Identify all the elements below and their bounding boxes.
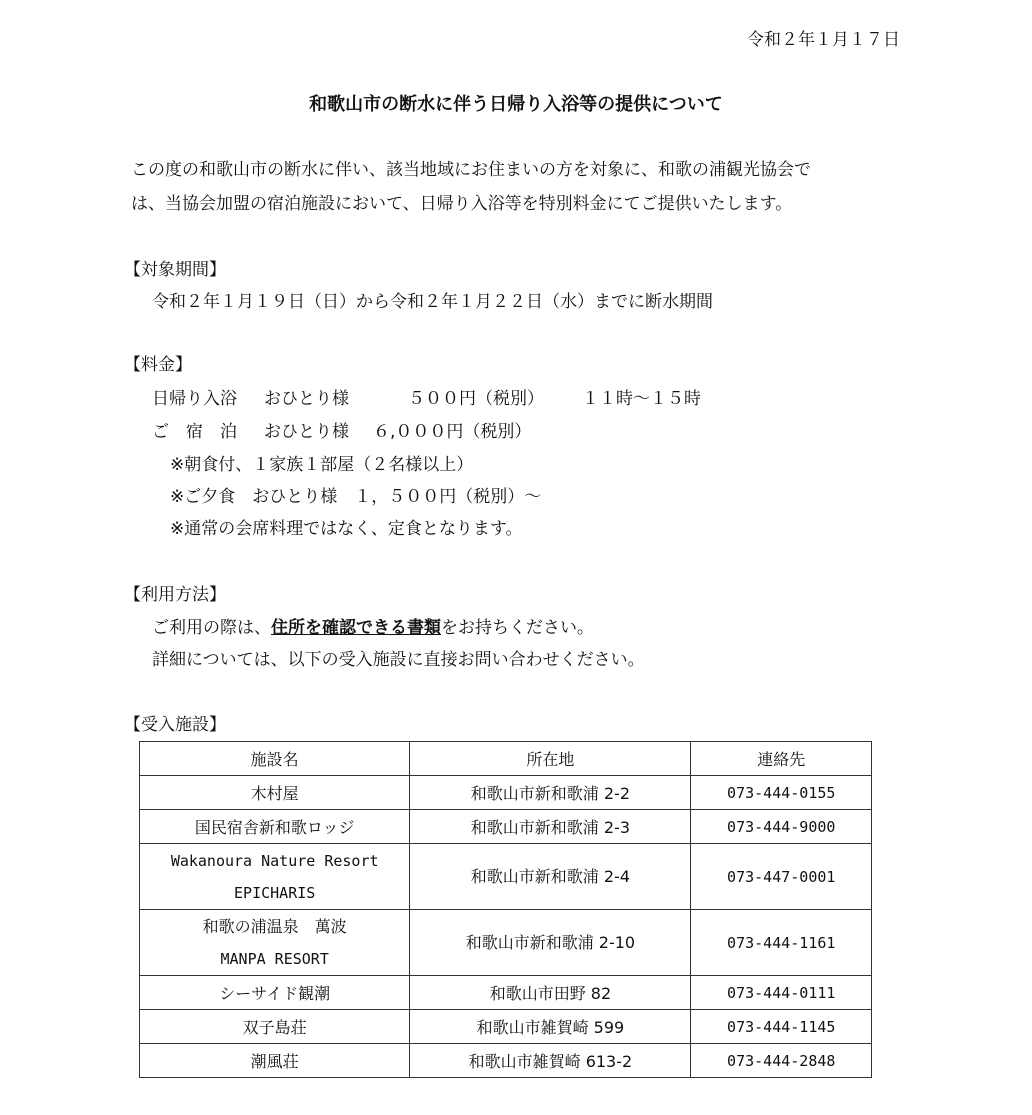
fee-note-3: ※通常の会席料理ではなく、定食となります。 [170, 519, 523, 539]
facility-phone: 073-444-9000 [691, 810, 872, 844]
facility-address: 和歌山市新和歌浦 2-3 [410, 810, 691, 844]
facility-name: シーサイド観潮 [140, 976, 410, 1010]
table-row [140, 976, 872, 1010]
facility-address: 和歌山市新和歌浦 2-10 [410, 910, 691, 976]
usage-emphasis: 住所を確認できる書類 [271, 618, 441, 638]
facility-name: 潮風荘 [140, 1044, 410, 1078]
table-row [140, 1010, 872, 1044]
fees-heading: 【料金】 [124, 355, 192, 375]
facility-phone: 073-444-1161 [691, 910, 872, 976]
fee-note-2: ※ご夕食 おひとり様 １，５００円（税別）～ [170, 487, 542, 507]
facility-address: 和歌山市新和歌浦 2-4 [410, 844, 691, 910]
fee-stay-price: ６,０００円（税別） [373, 422, 532, 442]
usage-line-2: 詳細については、以下の受入施設に直接お問い合わせください。 [152, 650, 645, 670]
intro-line-2: は、当協会加盟の宿泊施設において、日帰り入浴等を特別料金にてご提供いたします。 [131, 194, 793, 214]
fee-bath-label: 日帰り入浴 [152, 389, 237, 409]
facilities-table [139, 741, 872, 1078]
usage-line-1-post: をお持ちください。 [441, 618, 594, 638]
usage-line-1 [152, 620, 594, 637]
facility-phone: 073-444-0111 [691, 976, 872, 1010]
facility-name: 木村屋 [140, 776, 410, 810]
facility-phone: 073-447-0001 [691, 844, 872, 910]
fee-bath-price: ５００円（税別） [408, 389, 544, 409]
fee-stay-label: ご 宿 泊 [152, 422, 237, 442]
facility-phone: 073-444-1145 [691, 1010, 872, 1044]
facility-name: 双子島荘 [140, 1010, 410, 1044]
table-row [140, 810, 872, 844]
document-date: 令和２年１月１７日 [747, 30, 900, 50]
facility-phone: 073-444-0155 [691, 776, 872, 810]
period-text: 令和２年１月１９日（日）から令和２年１月２２日（水）までに断水期間 [152, 292, 713, 312]
facility-phone: 073-444-2848 [691, 1044, 872, 1078]
fee-note-1: ※朝食付、１家族１部屋（２名様以上） [170, 455, 474, 475]
fee-bath-person: おひとり様 [264, 389, 349, 409]
facilities-heading: 【受入施設】 [124, 715, 226, 735]
facility-name-line-1: Wakanoura Nature Resort [170, 851, 379, 870]
usage-heading: 【利用方法】 [124, 585, 226, 605]
facility-name-line-2: EPICHARIS [234, 883, 316, 902]
fee-bath-hours: １１時～１５時 [582, 389, 701, 409]
facility-name-line-2: MANPA RESORT [220, 949, 329, 968]
table-row [140, 1044, 872, 1078]
fee-stay-person: おひとり様 [264, 422, 349, 442]
document-title: 和歌山市の断水に伴う日帰り入浴等の提供について [309, 94, 723, 115]
facility-name-line-1: 和歌の浦温泉 萬波 [202, 916, 347, 936]
column-header-address: 所在地 [410, 742, 691, 776]
facility-address: 和歌山市新和歌浦 2-2 [410, 776, 691, 810]
facility-name [140, 844, 410, 910]
table-row [140, 844, 872, 910]
column-header-name: 施設名 [140, 742, 410, 776]
intro-line-1: この度の和歌山市の断水に伴い、該当地域にお住まいの方を対象に、和歌の浦観光協会で [131, 160, 811, 180]
table-row [140, 910, 872, 976]
facility-address: 和歌山市雑賀崎 613-2 [410, 1044, 691, 1078]
facility-address: 和歌山市田野 82 [410, 976, 691, 1010]
usage-line-1-pre: ご利用の際は、 [152, 618, 271, 638]
facility-address: 和歌山市雑賀崎 599 [410, 1010, 691, 1044]
table-header-row [140, 742, 872, 776]
facility-name: 国民宿舎新和歌ロッジ [140, 810, 410, 844]
period-heading: 【対象期間】 [124, 260, 226, 280]
facility-name [140, 910, 410, 976]
table-row [140, 776, 872, 810]
column-header-phone: 連絡先 [691, 742, 872, 776]
